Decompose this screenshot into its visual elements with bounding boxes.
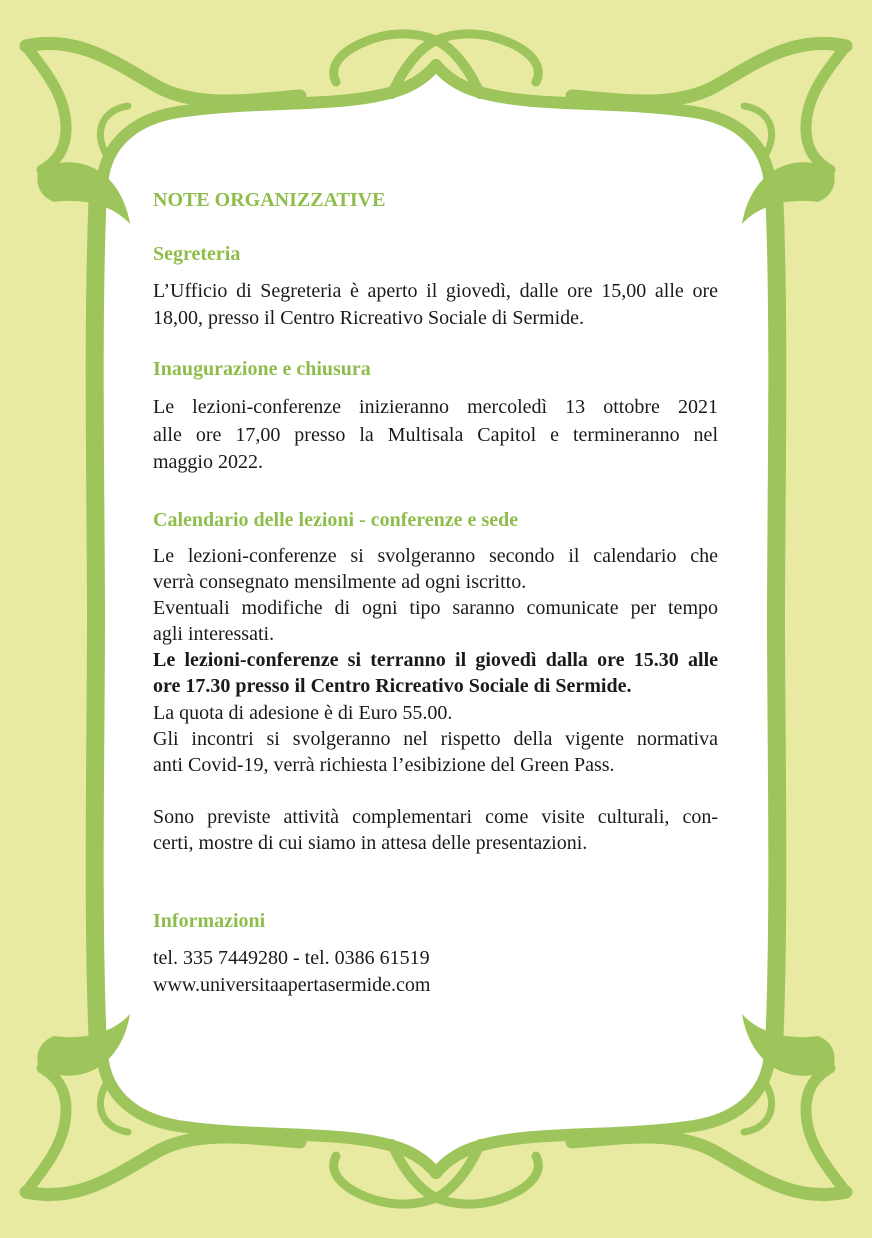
contact-website: www.universitaapertasermide.com <box>153 974 431 996</box>
text-line: Sono previste attività complementari come visite culturali, con- <box>153 806 718 828</box>
text-line: anti Covid-19, verrà richiesta l’esibizione del Green Pass. <box>153 753 615 776</box>
page-title: NOTE ORGANIZZATIVE <box>153 189 386 211</box>
section-heading-segreteria: Segreteria <box>153 243 241 265</box>
text-line: alle ore 17,00 presso la Multisala Capitol e termineranno nel <box>153 423 718 446</box>
section-body-inaugurazione <box>153 394 718 477</box>
text-line: Le lezioni-conferenze si svolgeranno secondo il calendario che <box>153 545 718 567</box>
text-line: L’Ufficio di Segreteria è aperto il giovedì, dalle ore 15,00 alle ore <box>153 280 718 302</box>
section-body-calendario <box>153 543 718 778</box>
section-note-attivita <box>153 804 718 856</box>
text-line: La quota di adesione è di Euro 55.00. <box>153 701 453 724</box>
section-body-segreteria <box>153 278 718 332</box>
text-line-bold: Le lezioni-conferenze si terranno il giovedì dalla ore 15.30 alle <box>153 649 718 672</box>
text-line: Eventuali modifiche di ogni tipo saranno comunicate per tempo <box>153 597 718 620</box>
text-line: verrà consegnato mensilmente ad ogni iscritto. <box>153 571 527 594</box>
text-line: 18,00, presso il Centro Ricreativo Sociale di Sermide. <box>153 307 585 329</box>
section-heading-calendario: Calendario delle lezioni - conferenze e sede <box>153 509 519 531</box>
section-body-informazioni <box>153 945 718 999</box>
text-line: maggio 2022. <box>153 451 263 473</box>
text-line: Le lezioni-conferenze inizieranno mercoledì 13 ottobre 2021 <box>153 396 718 418</box>
text-line: agli interessati. <box>153 623 275 646</box>
section-heading-informazioni: Informazioni <box>153 910 266 932</box>
text-line-bold: ore 17.30 presso il Centro Ricreativo Sociale di Sermide. <box>153 675 632 698</box>
contact-phones: tel. 335 7449280 - tel. 0386 61519 <box>153 947 430 969</box>
text-line: Gli incontri si svolgeranno nel rispetto della vigente normativa <box>153 727 718 750</box>
text-line: certi, mostre di cui siamo in attesa delle presentazioni. <box>153 832 588 855</box>
section-heading-inaugurazione: Inaugurazione e chiusura <box>153 358 371 380</box>
